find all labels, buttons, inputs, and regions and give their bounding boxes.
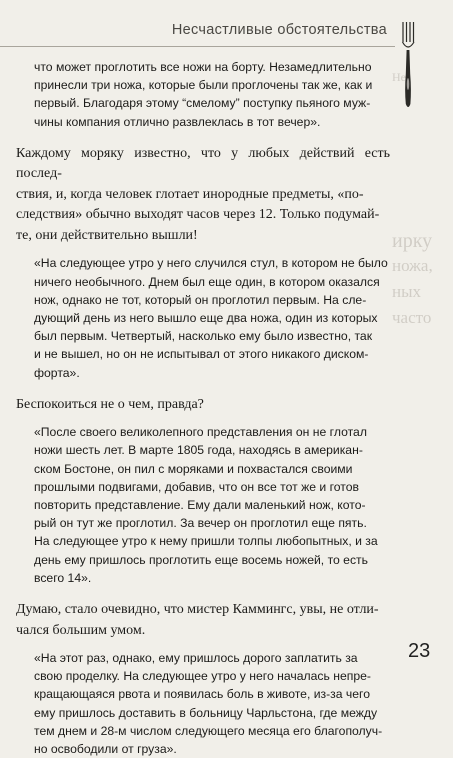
text-line: чины компания отлично развлеклась в тот вечер». <box>34 114 321 129</box>
text-line: и не вышел, но он не испытывал от этого никакого диском- <box>34 347 369 362</box>
quote-block <box>16 254 390 381</box>
main-text <box>16 58 390 758</box>
text-line: «После своего великолепного представления он не глотал <box>34 425 367 440</box>
text-line: следствия» обычно выходят часов через 12. Только подумай- <box>16 207 380 223</box>
quote-block <box>16 649 390 758</box>
text-line: был первым. Четвертый, насколько ему было известно, так <box>34 329 373 344</box>
text-line: прошлыми подвигами, добавив, что он все тот же и готов <box>34 479 359 494</box>
text-line: ножи шесть лет. В марте 1805 года, находясь в американ- <box>34 443 363 458</box>
text-line: Каждому моряку известно, что у любых действий есть послед- <box>16 145 390 182</box>
text-line: что может проглотить все ножи на борту. Незамедлительно <box>34 60 372 74</box>
text-line: Беспокоиться не о чем, правда? <box>16 396 204 412</box>
text-line: Думаю, стало очевидно, что мистер Каммингс, увы, не отли- <box>16 602 379 618</box>
text-line: тем днем и 28-м числом следующего месяца его благополуч- <box>34 723 383 738</box>
text-line: ствия, и, когда человек глотает инородные предметы, «по- <box>16 186 364 202</box>
paragraph <box>16 600 390 641</box>
text-line: принесли три ножа, которые были проглочены так же, как и <box>34 78 373 93</box>
text-line: ничего необычного. Днем был еще один, в котором оказался <box>34 274 380 289</box>
text-line: свою проделку. На следующее утро у него началась непре- <box>34 669 371 684</box>
quote-block <box>16 423 390 587</box>
bleed-through-text: ирку <box>392 230 433 252</box>
text-line: «На следующее утро у него случился стул, в котором не было <box>34 256 388 271</box>
text-line: «На этот раз, однако, ему пришлось дорого заплатить за <box>34 651 358 666</box>
text-line: На следующее утро к нему пришли толпы любопытных, и за <box>34 534 378 549</box>
text-line: форта». <box>34 365 80 380</box>
chapter-title: Несчастливые обстоятельства <box>171 22 387 38</box>
text-line: ском Бостоне, он пил с моряками и похвастался своими <box>34 461 353 476</box>
text-line: чался большим умом. <box>16 622 146 638</box>
quote-block <box>16 58 390 131</box>
bleed-through-text: ных <box>392 282 422 301</box>
text-line: повторить представление. Ему дали маленький нож, кото- <box>34 498 366 513</box>
text-line: кращающаяся рвота и появилась боль в животе, из-за чего <box>34 687 371 702</box>
paragraph <box>16 144 390 247</box>
text-line: те, они действительно вышли! <box>16 227 198 243</box>
bleed-through-text: Не <box>392 70 406 84</box>
text-line: день ему пришлось проглотить еще восемь ножей, то есть <box>34 552 368 567</box>
page-number: 23 <box>408 640 431 662</box>
text-line: дующий день из него вышло еще два ножа, один из которых <box>34 310 378 325</box>
text-line: нож, однако не тот, который он проглотил первым. На сле- <box>34 292 367 307</box>
text-line: ему пришлось доставить в больницу Чарльстона, где между <box>34 705 378 720</box>
fork-icon <box>398 20 418 112</box>
running-header <box>0 20 395 47</box>
text-line: но освободили от груза». <box>34 742 177 757</box>
text-line: рый он тут же проглотил. За вечер он проглотил еще пять. <box>34 516 367 531</box>
text-line: первый. Благодаря этому “смелому” поступку пьяного муж- <box>34 96 371 111</box>
bleed-through-text: ножа, <box>392 256 433 275</box>
paragraph <box>16 395 390 416</box>
text-line: всего 14». <box>34 570 92 585</box>
bleed-through-text: часто <box>392 308 432 327</box>
